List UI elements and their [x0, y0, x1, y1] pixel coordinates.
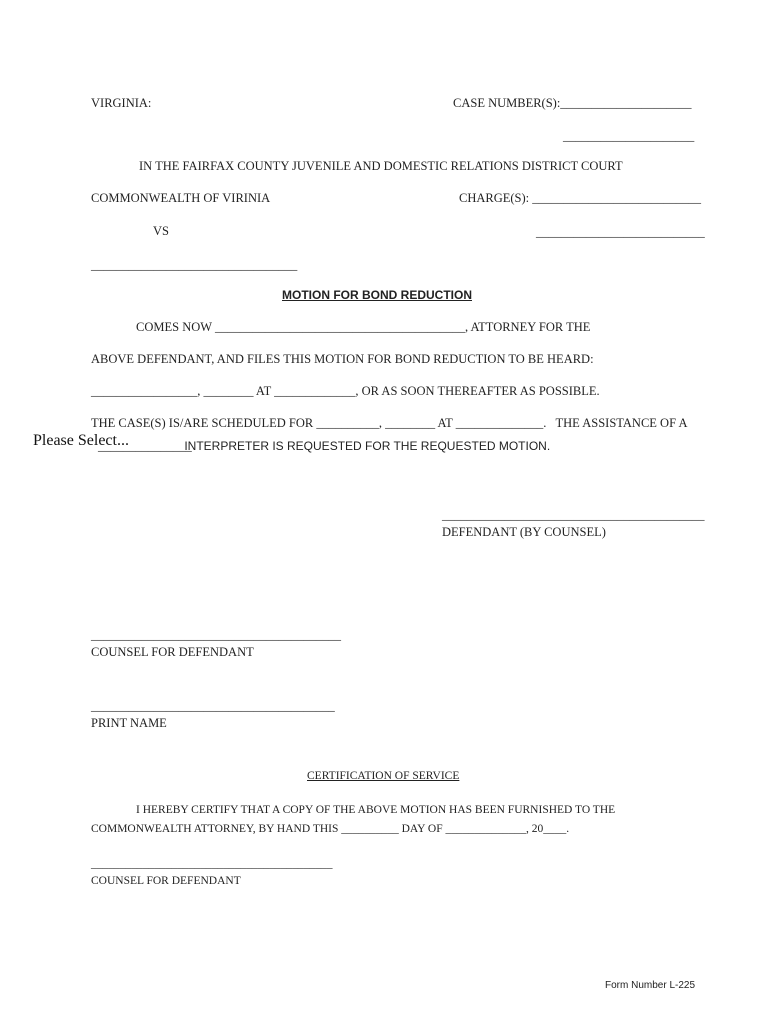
- plaintiff-label: COMMONWEALTH OF VIRINIA: [91, 191, 271, 205]
- form-number: Form Number L-225: [605, 980, 696, 991]
- print-name-line[interactable]: _______________________________________: [91, 699, 335, 713]
- charges-field-line2[interactable]: ___________________________: [536, 225, 705, 239]
- defendant-signature-line[interactable]: __________________________________________: [442, 508, 705, 522]
- schedule-line[interactable]: THE CASE(S) IS/ARE SCHEDULED FOR __________, ________ AT ______________. THE ASSISTANCE OF A: [91, 416, 688, 430]
- interpreter-language-select[interactable]: Please Select...: [33, 432, 129, 449]
- hearing-date-line[interactable]: _________________, ________ AT _____________, OR AS SOON THEREAFTER AS POSSIBLE.: [91, 384, 600, 398]
- document-title: MOTION FOR BOND REDUCTION: [282, 288, 472, 302]
- charges-field[interactable]: CHARGE(S): ___________________________: [459, 191, 702, 205]
- interpreter-line: INTERPRETER IS REQUESTED FOR THE REQUESTED MOTION.: [181, 439, 551, 453]
- court-heading: IN THE FAIRFAX COUNTY JUVENILE AND DOMESTIC RELATIONS DISTRICT COURT: [139, 159, 623, 173]
- certification-title: CERTIFICATION OF SERVICE: [307, 770, 460, 782]
- case-number-field[interactable]: CASE NUMBER(S):_____________________: [453, 96, 692, 110]
- body-line-2: ABOVE DEFENDANT, AND FILES THIS MOTION FOR BOND REDUCTION TO BE HEARD:: [91, 352, 594, 366]
- certification-line-2[interactable]: COMMONWEALTH ATTORNEY, BY HAND THIS __________ DAY OF ______________, 20____.: [91, 823, 570, 835]
- case-number-field-line2[interactable]: _____________________: [563, 129, 695, 143]
- versus-label: VS: [153, 224, 169, 238]
- state-label: VIRGINIA:: [91, 96, 152, 110]
- certification-counsel-label: COUNSEL FOR DEFENDANT: [91, 875, 241, 887]
- defendant-signature-label: DEFENDANT (BY COUNSEL): [442, 525, 606, 539]
- print-name-label: PRINT NAME: [91, 716, 167, 730]
- counsel-signature-label: COUNSEL FOR DEFENDANT: [91, 645, 254, 659]
- counsel-signature-line[interactable]: ________________________________________: [91, 628, 341, 642]
- defendant-name-field[interactable]: _________________________________: [91, 258, 298, 272]
- certification-counsel-line[interactable]: __________________________________________: [91, 858, 333, 870]
- interpreter-blank[interactable]: _______________: [98, 439, 192, 453]
- certification-line-1: I HEREBY CERTIFY THAT A COPY OF THE ABOVE MOTION HAS BEEN FURNISHED TO THE: [136, 804, 616, 816]
- attorney-name-line[interactable]: COMES NOW ________________________________________, ATTORNEY FOR THE: [136, 320, 591, 334]
